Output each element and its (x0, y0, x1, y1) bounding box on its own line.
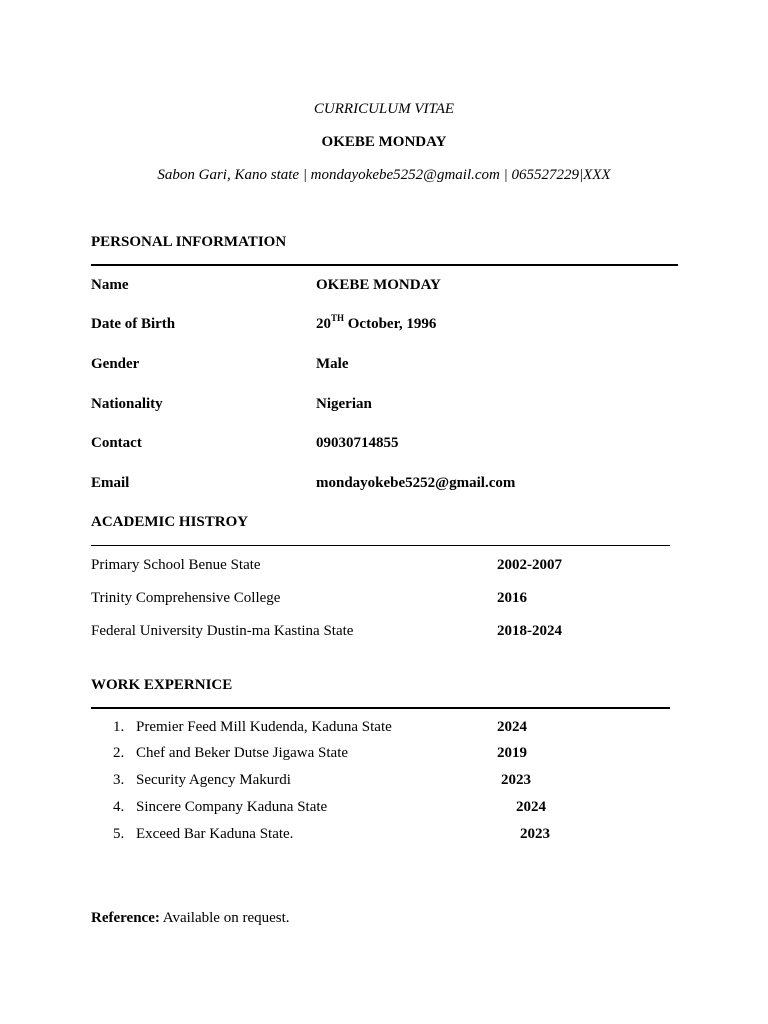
work-item-number: 3. (113, 772, 125, 788)
personal-value-name: OKEBE MONDAY (316, 277, 441, 293)
personal-value-nationality: Nigerian (316, 396, 372, 412)
work-item-number: 1. (113, 719, 125, 735)
document-title: CURRICULUM VITAE (313, 101, 455, 117)
contact-line: Sabon Gari, Kano state | mondayokebe5252@gmail.com | 065527229|XXX (157, 167, 611, 183)
work-item-place: Exceed Bar Kaduna State. (136, 826, 294, 842)
academic-school: Federal University Dustin-ma Kastina State (91, 623, 354, 639)
personal-label-name: Name (91, 277, 129, 293)
academic-school: Trinity Comprehensive College (91, 590, 281, 606)
work-item-year: 2019 (497, 745, 527, 761)
personal-value-gender: Male (316, 356, 349, 372)
personal-value-email: mondayokebe5252@gmail.com (316, 475, 516, 491)
dob-superscript: TH (331, 313, 345, 323)
academic-school: Primary School Benue State (91, 557, 261, 573)
section-divider (91, 707, 670, 709)
personal-label-nationality: Nationality (91, 396, 163, 412)
work-item-number: 5. (113, 826, 125, 842)
personal-label-gender: Gender (91, 356, 140, 372)
personal-label-email: Email (91, 475, 130, 491)
work-heading: WORK EXPERNICE (91, 677, 233, 693)
section-divider (91, 264, 678, 266)
academic-heading: ACADEMIC HISTROY (91, 514, 249, 530)
academic-years: 2018-2024 (497, 623, 562, 639)
work-item-year: 2024 (497, 719, 527, 735)
academic-years: 2002-2007 (497, 557, 562, 573)
work-item-place: Sincere Company Kaduna State (136, 799, 328, 815)
reference-line (91, 909, 290, 927)
work-item-place: Premier Feed Mill Kudenda, Kaduna State (136, 719, 392, 735)
work-item-number: 4. (113, 799, 125, 815)
personal-value-dob: 20TH October, 1996 (316, 313, 437, 332)
academic-years: 2016 (497, 590, 527, 606)
work-item-year: 2023 (501, 772, 531, 788)
reference-text: Available on request. (159, 910, 290, 926)
work-item-place: Security Agency Makurdi (136, 772, 291, 788)
section-divider (91, 545, 670, 546)
personal-info-heading: PERSONAL INFORMATION (91, 234, 287, 250)
work-item-number: 2. (113, 745, 125, 761)
personal-value-contact: 09030714855 (316, 435, 399, 451)
personal-label-contact: Contact (91, 435, 142, 451)
personal-label-dob: Date of Birth (91, 316, 176, 332)
full-name-heading: OKEBE MONDAY (321, 134, 447, 150)
work-item-place: Chef and Beker Dutse Jigawa State (136, 745, 349, 761)
reference-label: Reference: (91, 910, 160, 926)
work-item-year: 2024 (516, 799, 546, 815)
work-item-year: 2023 (520, 826, 550, 842)
